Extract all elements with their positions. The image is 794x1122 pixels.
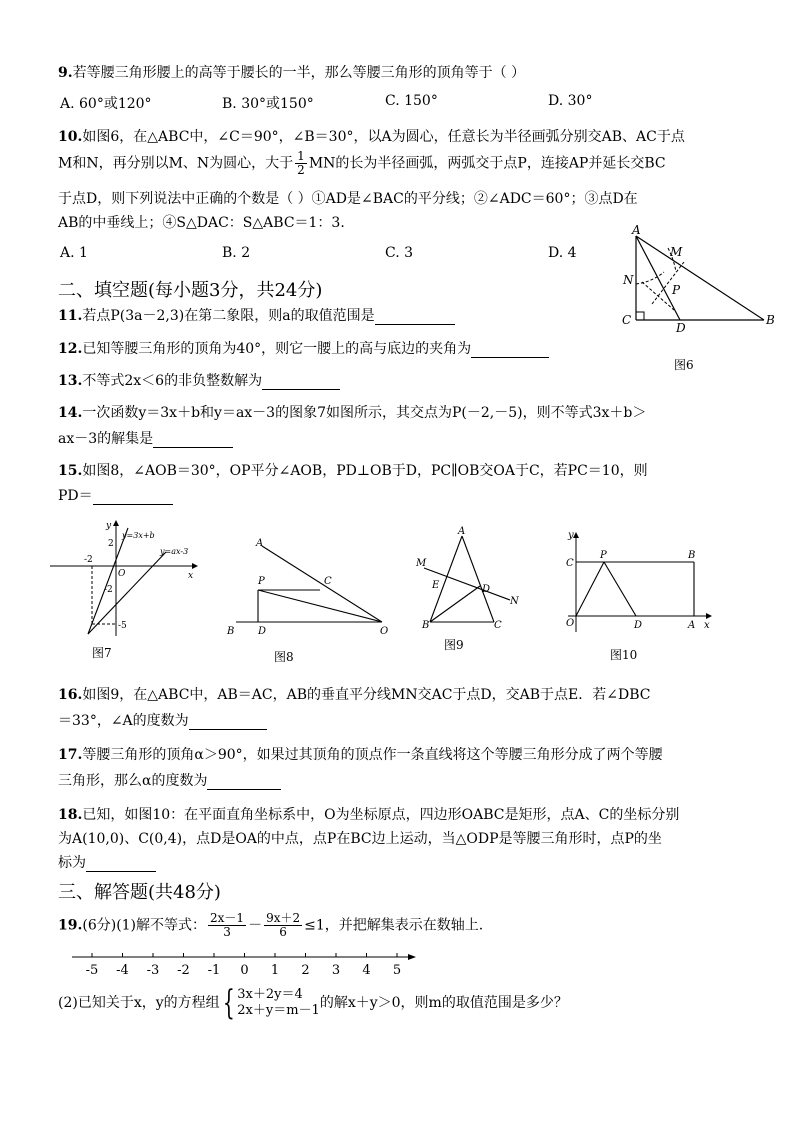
q10-line4: AB的中垂线上；④S△DAC：S△ABC＝1：3.	[58, 215, 345, 231]
q16-answer-blank[interactable]	[189, 715, 267, 730]
number-line-label: 4	[362, 963, 371, 978]
q10-line3: 于点D，则下列说法中正确的个数是（ ）①AD是∠BAC的平分线；②∠ADC＝60°；③点D在	[58, 191, 638, 207]
equation-system: 3x＋2y＝4 2x＋y＝m－1	[237, 987, 320, 1018]
q13: 13.不等式2x＜6的非负整数解为	[58, 372, 340, 390]
q18-line2: 为A(10,0)、C(0,4)，点D是OA的中点，点P在BC边上运动，当△ODP是等腰三角形时，点P的坐	[58, 831, 662, 847]
figure-8	[222, 532, 392, 642]
fig8-label-o: O	[380, 626, 389, 637]
fig9-label-d: D	[482, 584, 491, 595]
q17-line1: 17.等腰三角形的顶角α＞90°，如果过其顶角的顶点作一条直线将这个等腰三角形分成了两个等腰	[58, 747, 663, 763]
number-line-label: 3	[331, 963, 341, 978]
q11-answer-blank[interactable]	[375, 310, 455, 325]
q19-part2: (2)已知关于x，y的方程组{ 3x＋2y＝4 2x＋y＝m－1 的解x＋y＞0，则m的取值范围是多少？	[58, 983, 568, 1023]
q10-option-b: B. 2	[222, 245, 251, 261]
number-line-label: -3	[146, 963, 160, 978]
q10-option-a: A. 1	[60, 245, 88, 261]
fig9-label-a: A	[458, 526, 466, 537]
fig9-label-b: B	[422, 620, 430, 631]
q15-line1: 15.如图8，∠AOB＝30°，OP平分∠AOB，PD⊥OB于D，PC∥OB交OA于C，若PC＝10，则	[58, 463, 648, 479]
fig9-label-n: N	[510, 596, 519, 607]
fraction-half: $\frac{1}{2}$	[297, 149, 305, 177]
q19-fraction-1: $\frac{2x-1}{3}$	[210, 911, 245, 939]
number-line-label: 2	[301, 963, 310, 978]
q12-answer-blank[interactable]	[471, 343, 549, 358]
fig9-label-e: E	[432, 580, 440, 591]
number-line-label: -5	[85, 963, 99, 978]
number-line-label: 1	[270, 963, 280, 978]
q19-fraction-2: $\frac{9x+2}{6}$	[266, 911, 301, 939]
number-line-label: 5	[392, 963, 402, 978]
fig9-caption: 图9	[444, 638, 464, 652]
q11: 11.若点P(3a－2,3)在第二象限，则a的取值范围是	[58, 307, 455, 325]
fig7-tick-neg5: -5	[118, 621, 127, 631]
section-3-heading: 三、解答题(共48分)	[58, 882, 221, 903]
q18-line1: 18.已知，如图10：在平面直角坐标系中，O为坐标原点，四边形OABC是矩形，点A、C的坐标分别	[58, 807, 680, 823]
q9-stem	[58, 64, 525, 82]
fig10-label-b: B	[688, 550, 696, 561]
number-line	[70, 952, 420, 978]
figure-7	[48, 518, 198, 642]
q14-line2: ax－3的解集是	[58, 430, 233, 448]
number-line-label: 0	[240, 963, 249, 978]
q18-line3: 标为	[58, 854, 156, 872]
q19-part1: 19.(6分)(1)解不等式： $\frac{2x-1}{3}$ － $\frac{9x+2}{6}$ ≤1，并把解集表示在数轴上.	[58, 911, 484, 939]
q13-answer-blank[interactable]	[262, 375, 340, 390]
q9-number: 9.	[58, 65, 73, 81]
q9-option-a: A. 60°或120°	[60, 96, 152, 112]
fig8-label-b: B	[227, 626, 235, 637]
fig7-label-line1: y=3x+b	[122, 531, 155, 540]
figure-10	[558, 528, 718, 640]
q12: 12.已知等腰三角形的顶角为40°，则它一腰上的高与底边的夹角为	[58, 340, 549, 358]
fig6-label-m: M	[670, 245, 683, 259]
q17-answer-blank[interactable]	[207, 775, 281, 790]
q10-option-c: C. 3	[385, 245, 414, 261]
section-2-heading: 二、填空题(每小题3分，共24分)	[58, 280, 323, 301]
fig10-caption: 图10	[610, 648, 638, 662]
fig10-label-y: y	[568, 530, 574, 541]
fig7-label-line2: y=ax-3	[160, 547, 189, 556]
fig6-label-d: D	[676, 321, 686, 334]
number-line-label: -2	[177, 963, 190, 978]
fig6-label-a: A	[632, 223, 641, 237]
fig10-label-a: A	[688, 620, 696, 631]
fig8-label-c: C	[324, 576, 332, 587]
fig6-label-c: C	[622, 313, 632, 327]
fig6-label-n: N	[623, 273, 634, 287]
q9-option-d: D. 30°	[548, 93, 593, 109]
fig7-label-y: y	[106, 521, 112, 531]
fig8-label-p: P	[258, 576, 265, 587]
q9-text: 若等腰三角形腰上的高等于腰长的一半，那么等腰三角形的顶角等于（ ）	[72, 65, 526, 81]
fig10-label-d: D	[634, 620, 643, 631]
q15-line2: PD＝	[58, 487, 173, 505]
fig10-label-o: O	[566, 618, 575, 629]
fig7-tick-2: 2	[108, 539, 114, 549]
q9-option-c: C. 150°	[385, 93, 438, 109]
fig6-label-b: B	[766, 313, 775, 327]
fig6-caption: 图6	[674, 358, 694, 372]
figure-6	[612, 222, 782, 334]
figure-9	[410, 522, 530, 634]
number-line-label: -4	[116, 963, 129, 978]
fig6-label-p: P	[672, 283, 681, 297]
q10-line1: 10.如图6，在△ABC中，∠C＝90°，∠B＝30°，以A为圆心，任意长为半径画弧分别交AB、AC于点	[58, 129, 685, 145]
q17-line2: 三角形，那么α的度数为	[58, 772, 281, 790]
q15-answer-blank[interactable]	[93, 490, 173, 505]
fig7-caption: 图7	[92, 646, 112, 660]
q9-option-b: B. 30°或150°	[222, 96, 314, 112]
q16-line1: 16.如图9，在△ABC中，AB＝AC，AB的垂直平分线MN交AC于点D，交AB于点E．若∠DBC	[58, 687, 651, 703]
fig7-tick-neg2y: -2	[104, 585, 113, 595]
q14-answer-blank[interactable]	[153, 433, 233, 448]
fig9-label-m: M	[416, 558, 427, 569]
fig10-label-c: C	[566, 558, 574, 569]
fig8-label-a: A	[256, 538, 264, 549]
fig7-label-x: x	[188, 571, 194, 581]
fig10-label-p: P	[600, 550, 607, 561]
q10-line2: M和N，再分别以M、N为圆心，大于 $\frac{1}{2}$ MN的长为半径画弧，两弧交于点P，连接AP并延长交BC	[58, 149, 666, 177]
fig10-label-x: x	[704, 620, 710, 631]
fig7-label-o: O	[118, 569, 126, 579]
q10-option-d: D. 4	[548, 245, 577, 261]
q10-number: 10.	[58, 129, 83, 145]
fig8-label-d: D	[258, 626, 267, 637]
q14-line1: 14.一次函数y＝3x＋b和y＝ax－3的图象7如图所示，其交点为P(－2,－5)，则不等式3x＋b＞	[58, 405, 647, 421]
number-line-label: -1	[207, 963, 221, 978]
q16-line2: ＝33°，∠A的度数为	[58, 712, 267, 730]
fig9-label-c: C	[494, 620, 502, 631]
q18-answer-blank[interactable]	[86, 857, 156, 872]
fig8-caption: 图8	[274, 650, 294, 664]
fig7-tick-neg2x: -2	[84, 555, 93, 565]
